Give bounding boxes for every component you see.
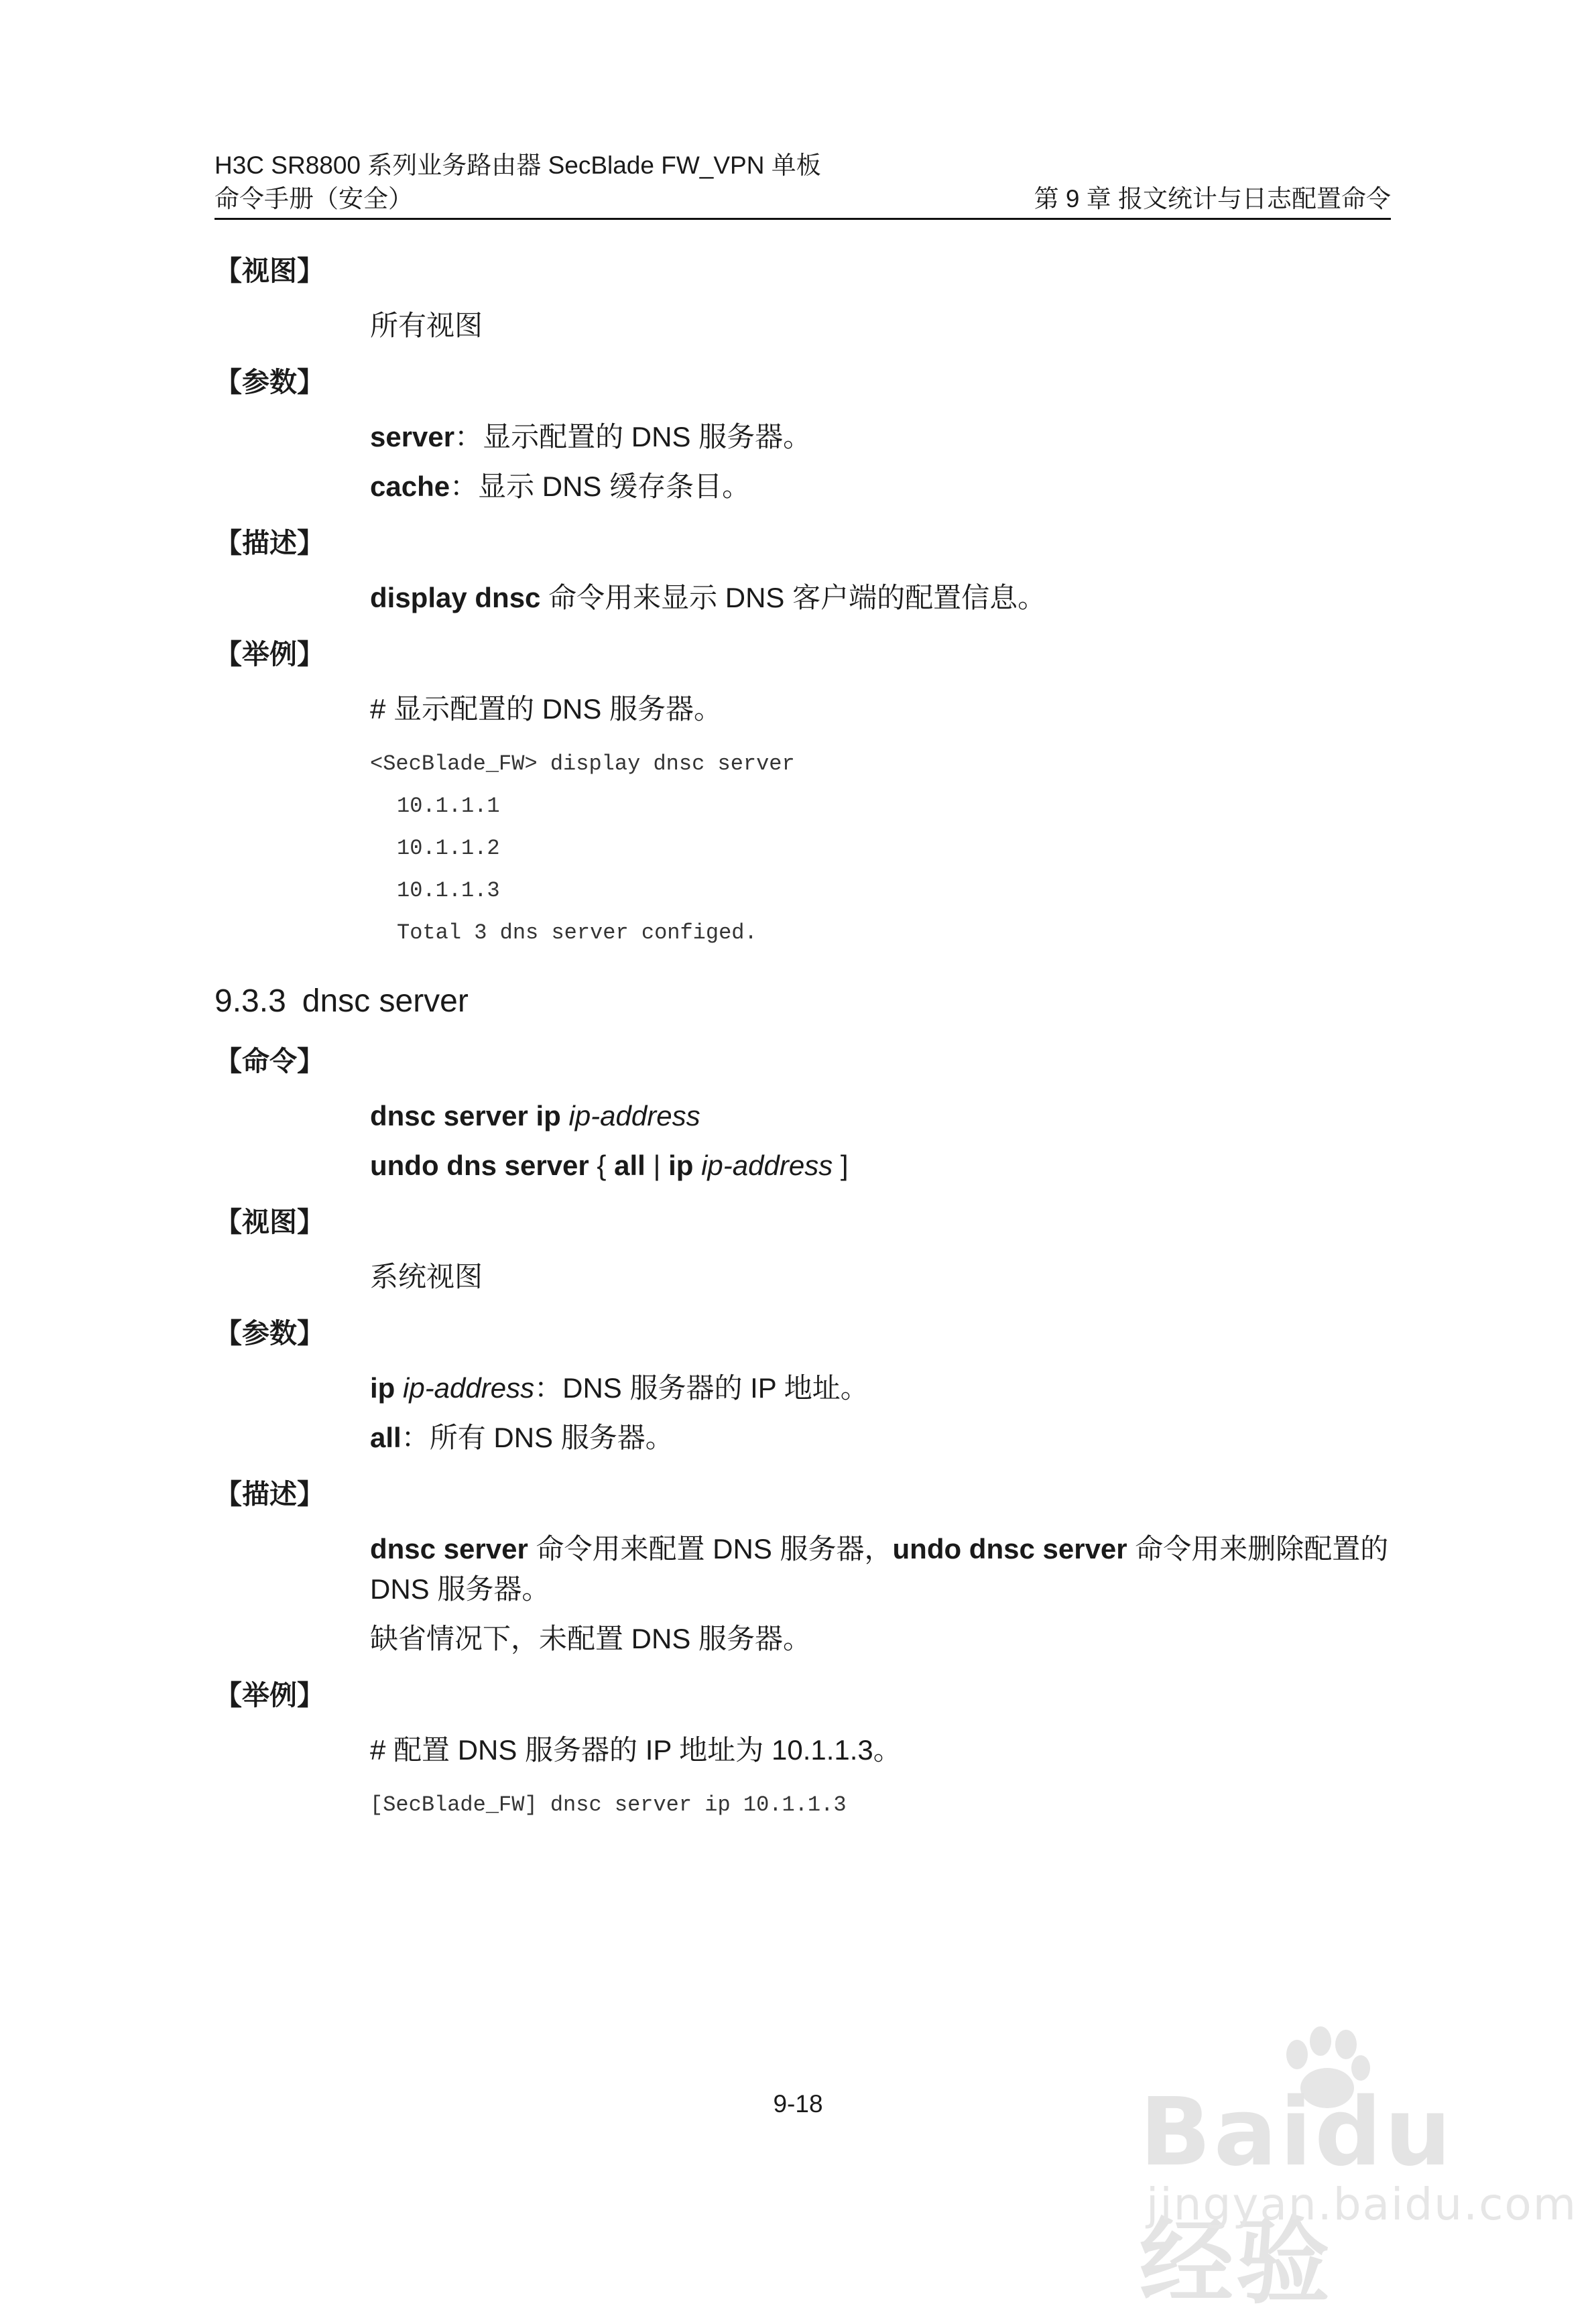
code-line: 10.1.1.2 (397, 836, 500, 861)
header-chapter: 第 9 章 报文统计与日志配置命令 (1034, 185, 1391, 212)
section-label-params: 【参数】 (214, 1318, 324, 1349)
code-line: 10.1.1.1 (397, 794, 500, 818)
section-label-description: 【描述】 (214, 528, 324, 558)
param-ip-address: ip ip-address：DNS 服务器的 IP 地址。 (370, 1372, 869, 1404)
description-text: display dnsc 命令用来显示 DNS 客户端的配置信息。 (370, 582, 1046, 613)
page-header (214, 149, 1391, 216)
view-text: 所有视图 (370, 310, 483, 341)
example-note: # 显示配置的 DNS 服务器。 (370, 693, 723, 725)
section-label-example: 【举例】 (214, 639, 324, 670)
code-line: [SecBlade_FW] dnsc server ip 10.1.1.3 (370, 1792, 847, 1817)
code-line: <SecBlade_FW> display dnsc server (370, 751, 795, 776)
header-divider (214, 218, 1391, 220)
example-note: # 配置 DNS 服务器的 IP 地址为 10.1.1.3。 (370, 1734, 902, 1766)
description-text: dnsc server 命令用来配置 DNS 服务器，undo dnsc server 命令用来删除配置的 DNS 服务器。 (370, 1533, 1389, 1605)
section-label-example: 【举例】 (214, 1680, 324, 1711)
param-server: server：显示配置的 DNS 服务器。 (370, 421, 812, 452)
undo-command-syntax: undo dns server { all | ip ip-address ] (370, 1150, 849, 1181)
section-label-description: 【描述】 (214, 1479, 324, 1510)
page-content (214, 235, 1391, 1826)
section-label-view: 【视图】 (214, 255, 324, 286)
section-label-view: 【视图】 (214, 1207, 324, 1237)
code-line: 10.1.1.3 (397, 878, 500, 903)
section-label-command: 【命令】 (214, 1046, 324, 1077)
header-title: H3C SR8800 系列业务路由器 SecBlade FW_VPN 单板 (214, 151, 821, 179)
watermark-logo: Baidu经验 (1140, 2078, 1455, 2317)
header-manual-name: 命令手册（安全） (214, 185, 413, 212)
default-text: 缺省情况下，未配置 DNS 服务器。 (370, 1623, 812, 1654)
code-block (370, 743, 1391, 954)
watermark-url: jingyan.baidu.com (1146, 2179, 1578, 2230)
code-line: Total 3 dns server configed. (397, 920, 757, 945)
section-label-params: 【参数】 (214, 367, 324, 398)
baidu-watermark (1133, 2024, 1578, 2317)
view-text: 系统视图 (370, 1261, 483, 1292)
section-heading: 9.3.3 dnsc server (214, 983, 469, 1019)
command-syntax: dnsc server ip ip-address (370, 1100, 700, 1132)
code-block (370, 1784, 1391, 1826)
param-all: all：所有 DNS 服务器。 (370, 1422, 674, 1453)
page-number: 9-18 (773, 2090, 823, 2118)
param-cache: cache：显示 DNS 缓存条目。 (370, 471, 751, 502)
